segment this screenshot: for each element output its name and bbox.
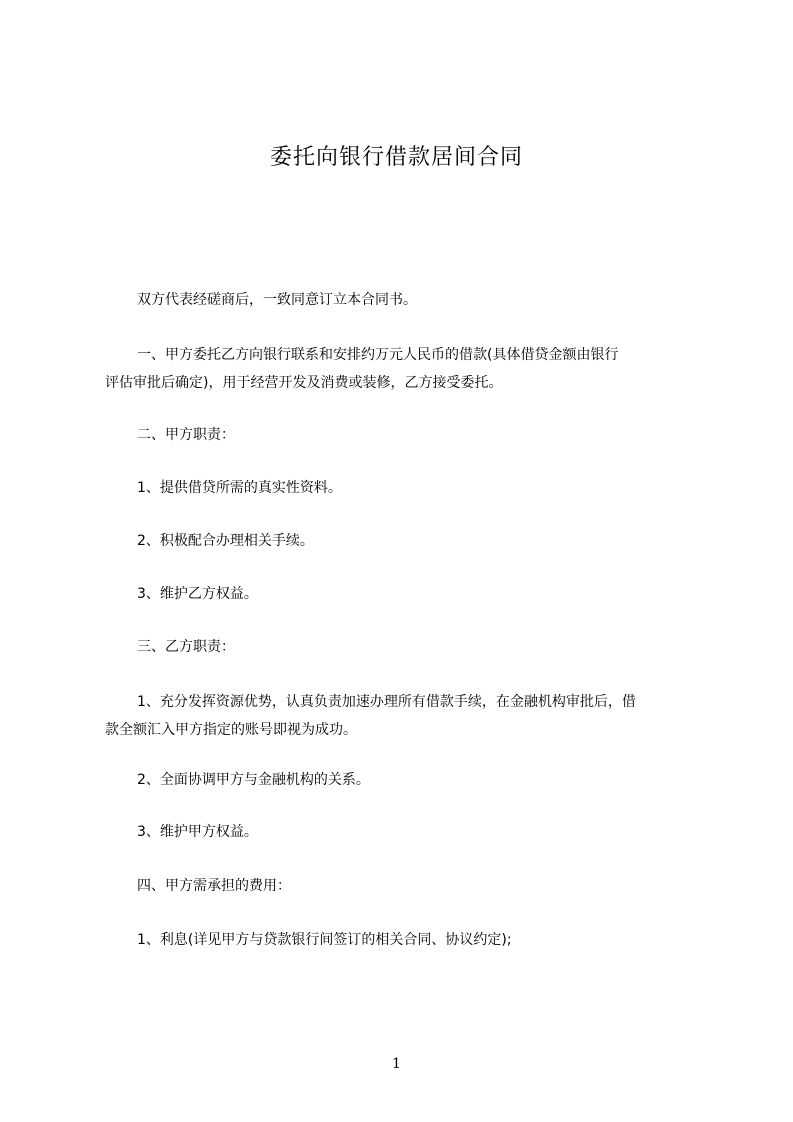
list-item-b-1 [105,688,705,744]
paragraph-line: 2、全面协调甲方与金融机构的关系。 [137,772,370,788]
document-title: 委托向银行借款居间合同 [269,145,523,170]
paragraph-clause-1 [105,341,705,397]
paragraph-line: 评估审批后确定)，用于经营开发及消费或装修，乙方接受委托。 [105,375,503,391]
paragraph-line: 1、充分发挥资源优势，认真负责加速办理所有借款手续，在金融机构审批后，借 [137,694,636,710]
list-item-b-3 [105,818,737,846]
page-number: 1 [392,1056,401,1072]
section-heading-party-a-fees [105,872,737,900]
paragraph-line: 二、甲方职责： [137,427,235,443]
list-item-a-2 [105,527,737,555]
paragraph-line: 1、利息(详见甲方与贷款银行间签订的相关合同、协议约定); [137,932,512,948]
paragraph-line: 3、维护乙方权益。 [137,586,258,602]
paragraph-line: 1、提供借贷所需的真实性资料。 [137,480,342,496]
paragraph-line: 三、乙方职责： [137,639,235,655]
paragraph-line: 双方代表经磋商后，一致同意订立本合同书。 [137,292,417,308]
section-heading-party-b-duties [105,633,737,661]
list-item-b-2 [105,766,737,794]
paragraph-intro [105,286,737,314]
paragraph-line: 款全额汇入甲方指定的账号即视为成功。 [105,722,357,738]
section-heading-party-a-duties [105,421,737,449]
paragraph-line: 一、甲方委托乙方向银行联系和安排约万元人民币的借款(具体借贷金额由银行 [137,347,619,363]
paragraph-line: 3、维护甲方权益。 [137,824,258,840]
paragraph-line: 四、甲方需承担的费用： [137,878,291,894]
list-item-a-3 [105,580,737,608]
list-item-fee-1 [105,926,737,954]
paragraph-line: 2、积极配合办理相关手续。 [137,533,314,549]
list-item-a-1 [105,474,737,502]
